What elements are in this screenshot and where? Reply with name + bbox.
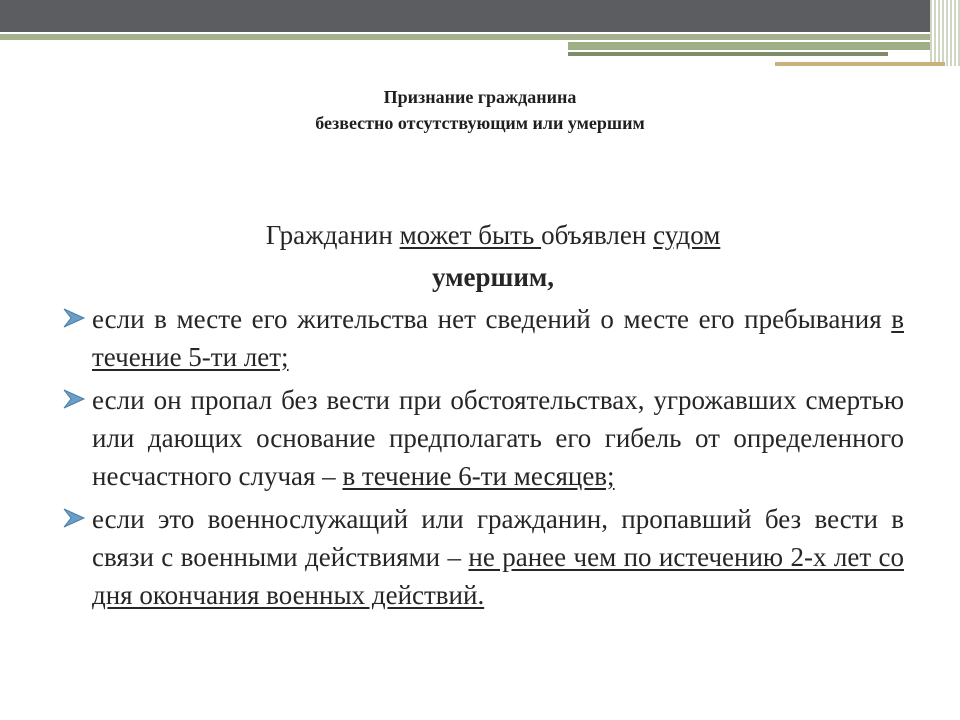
condition-text: если он пропал без вести при обстоятельствах, угрожавших смертью или дающих основание предполагать его гибель от определенного несчастного случая – xyxy=(92,385,904,491)
slide-body xyxy=(62,216,904,619)
intro-part3: объявлен xyxy=(541,220,654,250)
slide-title xyxy=(180,84,780,136)
header-striped-corner xyxy=(930,0,960,66)
condition-text: если в месте его жительства нет сведений о месте его пребывания xyxy=(92,304,892,334)
arrow-bullet-icon xyxy=(62,306,86,330)
intro-part2: может быть xyxy=(399,220,542,250)
header-accent-gold xyxy=(775,62,945,66)
arrow-bullet-icon xyxy=(62,506,86,530)
list-item xyxy=(62,381,904,495)
condition-text: если это военнослужащий или гражданин, пропавший без вести в связи с военными действиями – xyxy=(92,504,904,572)
intro-part1: Гражданин xyxy=(265,220,400,250)
list-item xyxy=(62,500,904,614)
condition-term: не ранее чем по истечению 2-х лет со дня окончания военных действий. xyxy=(92,542,905,610)
header-accent-green xyxy=(568,42,930,50)
header-accent-olive xyxy=(568,52,888,56)
conditions-list xyxy=(62,300,904,614)
condition-term: в течение 6-ти месяцев; xyxy=(342,461,615,491)
intro-line2: умершим, xyxy=(431,262,555,292)
list-item xyxy=(62,300,904,376)
header-green-line xyxy=(0,34,930,40)
slide-title-line1: Признание гражданина xyxy=(383,87,577,107)
top-header-band xyxy=(0,0,960,32)
arrow-bullet-icon xyxy=(62,387,86,411)
slide-title-line2: безвестно отсутствующим или умершим xyxy=(315,113,645,133)
intro-line xyxy=(82,216,904,254)
condition-term: в течение 5-ти лет; xyxy=(92,304,904,372)
intro-part4: судом xyxy=(653,220,721,250)
